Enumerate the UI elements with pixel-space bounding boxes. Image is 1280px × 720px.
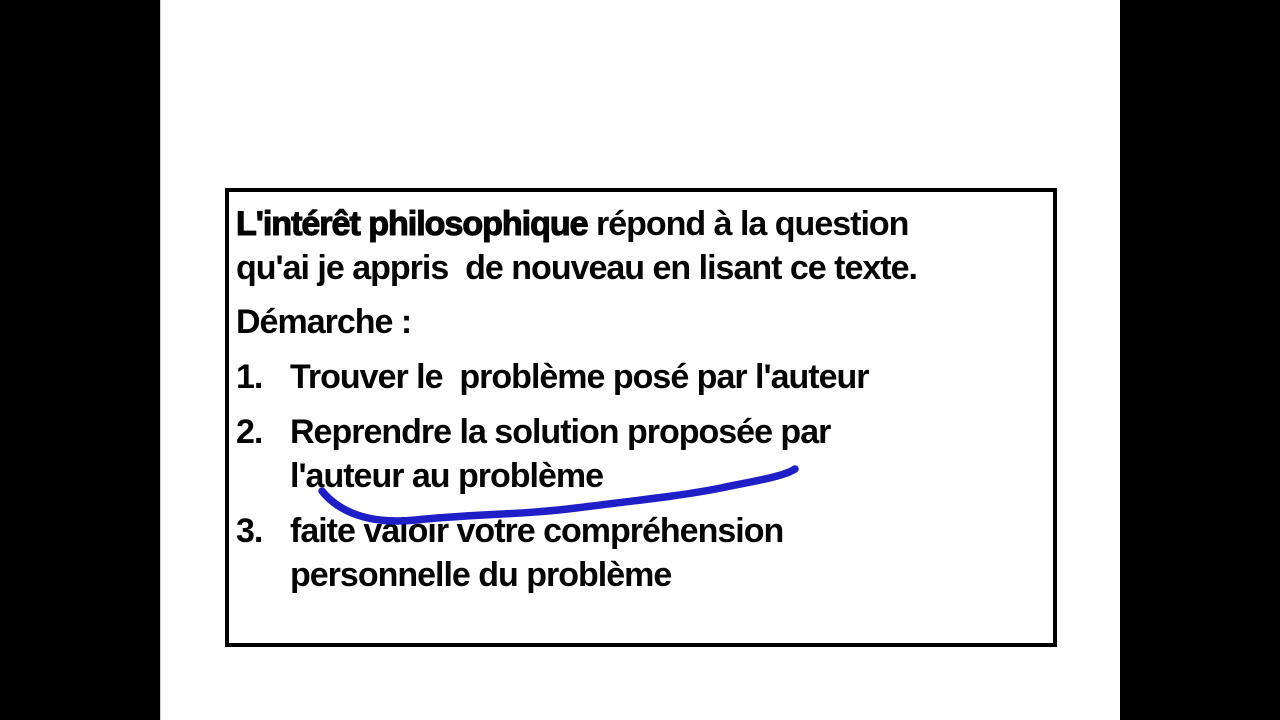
item-2-line-1: Reprendre la solution proposée par — [290, 413, 831, 451]
whiteboard-canvas — [160, 0, 1120, 720]
item-3-line-2: personnelle du problème — [290, 556, 672, 594]
intro-line1-rest: répond à la question — [587, 205, 909, 243]
item-1-number: 1. — [236, 358, 263, 396]
item-3-text — [290, 509, 1041, 597]
intro-line-1 — [236, 202, 1041, 246]
list-item-1 — [236, 355, 1041, 399]
list-item-2 — [236, 410, 1041, 498]
intro-paragraph — [236, 202, 1041, 290]
item-1-text — [290, 355, 1041, 399]
item-2-text — [290, 410, 1041, 498]
letterbox-right — [1120, 0, 1280, 720]
letterbox-left — [0, 0, 160, 720]
heading-demarche: Démarche : — [236, 303, 412, 341]
item-1-line-1: Trouver le problème posé par l'auteur — [290, 358, 869, 396]
intro-line-2: qu'ai je appris de nouveau en lisant ce texte. — [236, 249, 917, 287]
item-3-line-1: faite valoir votre compréhension — [290, 512, 784, 550]
note-box — [225, 188, 1057, 647]
item-3-number: 3. — [236, 512, 263, 550]
item-2-number: 2. — [236, 413, 263, 451]
item-2-line-2: l'auteur au problème — [290, 457, 604, 495]
list-item-3 — [236, 509, 1041, 597]
intro-highlight: L'intérêt philosophique — [236, 205, 588, 243]
